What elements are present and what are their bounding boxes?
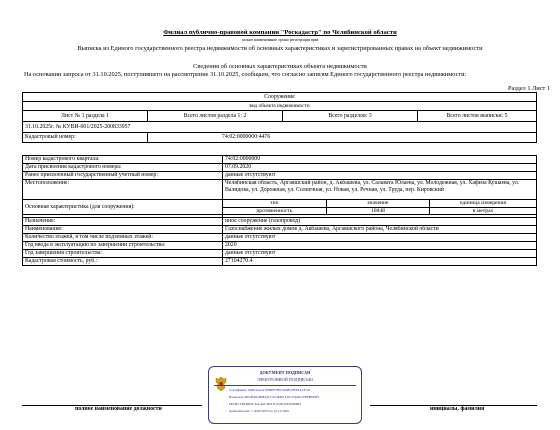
table-row	[23, 156, 537, 164]
col-value-header: значение	[326, 200, 429, 207]
col-unit-header: единица измерения	[430, 200, 536, 207]
stamp-validity: Действителен: с 16.09.2025 по 10.12.2026	[229, 409, 289, 413]
cadastral-cost-label: Кадастровая стоимость, руб.:	[23, 258, 223, 266]
object-type-caption: вид объекта недвижимости	[23, 102, 537, 111]
purpose-value: иное сооружение (газопровод)	[223, 218, 537, 226]
name-label: Наименование:	[23, 226, 223, 234]
floors-label: Количество этажей, в том числе подземных этажей:	[23, 234, 223, 242]
table-row	[23, 258, 537, 266]
stamp-divider	[214, 385, 356, 386]
document-number: 31.10.2025г. № КУВИ-001/2025-200833957	[23, 122, 537, 133]
characteristic-type: протяженность	[223, 207, 326, 214]
prev-number-label: Ранее присвоенный государственный учетный номер:	[23, 172, 223, 180]
assign-date-label: Дата присвоения кадастрового номера:	[23, 164, 223, 172]
quarter-value: 74:02:0000000	[223, 156, 537, 164]
name-value: Газоснабжение жилых домов д. Акбашева, Аргаяшского района, Челябинской области	[223, 226, 537, 234]
quarter-label: Номер кадастрового квартала:	[23, 156, 223, 164]
purpose-label: Назначение:	[23, 218, 223, 226]
electronic-signature-stamp	[208, 366, 362, 424]
cadastral-cost-value: 27104270.4	[223, 258, 537, 266]
location-label: Местоположение:	[23, 180, 223, 200]
characteristics-table	[22, 155, 537, 266]
total-sheets: Всего листов выписки: 5	[418, 111, 537, 122]
characteristic-unit: в метрах	[430, 207, 536, 214]
object-header-table	[22, 92, 537, 143]
request-statement: На основании запроса от 31.10.2025, поступившего на рассмотрение 31.10.2025, сообщаем, что согласно записям Единого государственного реестра недвижимости:	[24, 71, 467, 78]
table-row	[23, 172, 537, 180]
table-row	[23, 226, 537, 234]
col-type-header: тип	[223, 200, 326, 207]
completion-year-value: данные отсутствуют	[223, 250, 537, 258]
table-row	[23, 200, 537, 215]
commission-year-label: Год ввода в эксплуатацию по завершении строительства:	[23, 242, 223, 250]
stamp-owner: Владелец: ФЕДЕРАЛЬНАЯ СЛУЖБА ГОСУДАРСТВЕННОЙ	[229, 395, 319, 399]
stamp-certificate: Сертификат: 00B1AA2A7839EE7B070ABCDFF4ACF3A	[229, 388, 311, 392]
section-sheet-label: Раздел 1 Лист 1	[507, 85, 550, 92]
characteristic-inner-table	[223, 200, 536, 214]
position-caption: полное наименование должности	[75, 406, 162, 412]
table-row	[23, 234, 537, 242]
completion-year-label: Год завершения строительства:	[23, 250, 223, 258]
organization-title: Филиал публично-правовой компании "Роскадастр" по Челябинской области	[163, 29, 397, 36]
table-row	[23, 180, 537, 200]
cadastral-number-label: Кадастровый номер:	[23, 133, 148, 143]
extract-title: Выписка из Единого государственного реестра недвижимости об основных характеристиках и зарегистрированных правах на объект недвижимости	[77, 45, 483, 52]
stamp-subtitle: ЭЛЕКТРОННОЙ ПОДПИСЬЮ	[256, 377, 314, 382]
section-title: Сведения об основных характеристиках объекта недвижимости	[193, 63, 367, 70]
organization-caption: полное наименование органа регистрации прав	[241, 38, 319, 42]
stamp-title: ДОКУМЕНТ ПОДПИСАН	[259, 370, 311, 375]
cadastral-number-value: 74:02:0000000:4476	[148, 133, 537, 143]
total-sections: Всего разделов: 3	[283, 111, 418, 122]
characteristic-value: 10848	[326, 207, 429, 214]
stamp-owner-cont: РЕГИСТРАЦИИ, КАДАСТРА И КАРТОГРАФИИ	[229, 402, 301, 406]
table-row	[23, 242, 537, 250]
floors-value: данные отсутствуют	[223, 234, 537, 242]
characteristic-label: Основная характеристика (для сооружения):	[23, 200, 223, 215]
assign-date-value: 07.09.2020	[223, 164, 537, 172]
prev-number-value: данные отсутствуют	[223, 172, 537, 180]
total-sheets-section: Всего листов раздела 1: 2	[148, 111, 283, 122]
location-value: Челябинская область, Аргаяшский район, д. Акбашева, ул. Салавата Юлаева, ул. Молодежная, ул. Хафиза Кушаева, ул. Валидова, ул. Дорожная, ул. Солнечная, ул. Новая, ул. Речная, ул. Труда, пер. Кировский	[223, 180, 537, 200]
table-row	[23, 218, 537, 226]
object-type: Сооружение	[23, 93, 537, 102]
sheet-number: Лист № 1 раздела 1	[23, 111, 148, 122]
table-row	[23, 164, 537, 172]
name-caption: инициалы, фамилия	[430, 406, 485, 412]
table-row	[23, 250, 537, 258]
commission-year-value: 2020	[223, 242, 537, 250]
